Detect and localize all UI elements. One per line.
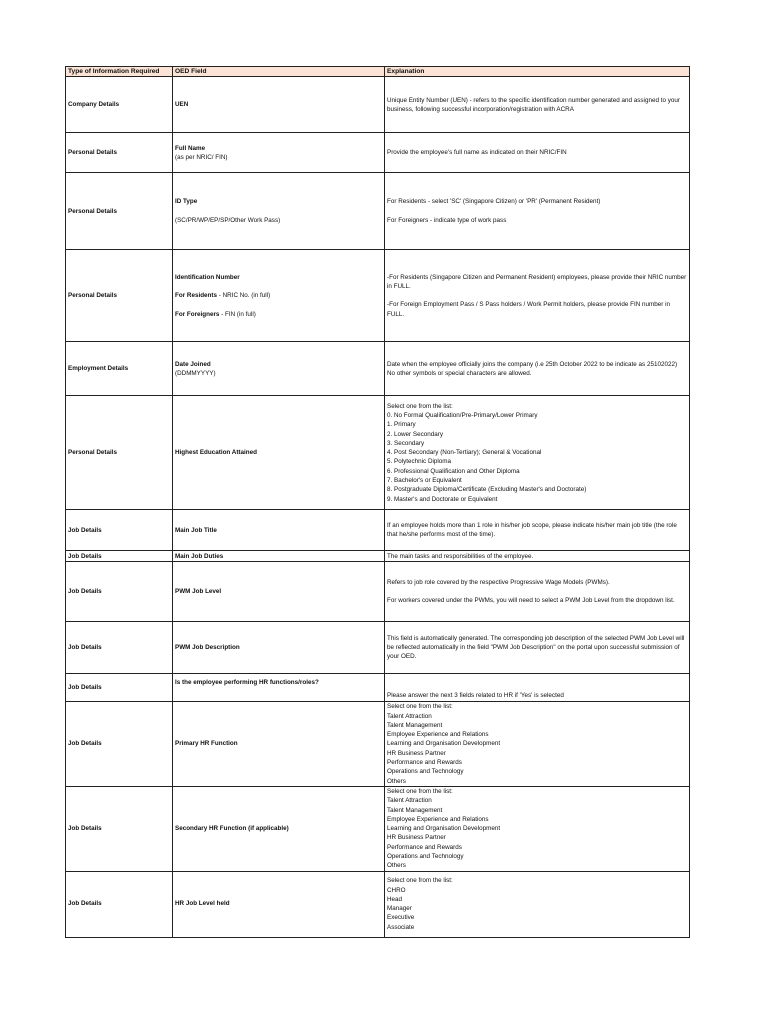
row-field: Highest Education Attained (173, 396, 385, 510)
row-explanation (385, 871, 690, 937)
list-item: Employee Experience and Relations (387, 731, 489, 739)
row-explanation: This field is automatically generated. The corresponding job description of the selected PWM Job Level will be reflected automatically in the field "PWM Job Description" on the portal upon successful submission of your OED. (385, 622, 690, 674)
explanation-paragraph: For Foreigners - indicate type of work pass (387, 216, 507, 224)
table-row (66, 622, 690, 674)
list-item: Performance and Rewards (387, 759, 462, 767)
row-type: Job Details (66, 702, 173, 787)
list-item: 0. No Formal Qualification/Pre-Primary/Lower Primary (387, 411, 538, 419)
row-field (173, 133, 385, 173)
row-explanation (385, 173, 690, 250)
explanation-paragraph: For Residents - select 'SC' (Singapore Citizen) or 'PR' (Permanent Resident) (387, 198, 601, 206)
row-type: Job Details (66, 786, 173, 871)
row-explanation: Provide the employee's full name as indicated on their NRIC/FIN (385, 133, 690, 173)
row-type: Job Details (66, 551, 173, 562)
row-explanation (385, 250, 690, 342)
oed-field-table (65, 66, 690, 938)
row-type: Personal Details (66, 133, 173, 173)
table-row (66, 250, 690, 342)
row-explanation (385, 562, 690, 622)
list-item: Executive (387, 914, 415, 922)
list-item: Learning and Organisation Development (387, 825, 501, 833)
list-item: 9. Master's and Doctorate or Equivalent (387, 495, 498, 503)
explanation-paragraph: Date when the employee officially joins the company (i.e 25th October 2022 to be indicate as 25102022) (387, 360, 678, 368)
row-type: Job Details (66, 510, 173, 551)
row-field: Secondary HR Function (if applicable) (173, 786, 385, 871)
list-item: Select one from the list: (387, 703, 453, 711)
table-row (66, 562, 690, 622)
field-note: (SC/PR/WP/EP/SP/Other Work Pass) (175, 216, 281, 224)
explanation-paragraph: Refers to job role covered by the respective Progressive Wage Models (PWMs). (387, 578, 610, 586)
row-type: Job Details (66, 674, 173, 702)
row-explanation: Please answer the next 3 fields related to HR if 'Yes' is selected (385, 674, 690, 702)
row-field: Is the employee performing HR functions/roles? (173, 674, 385, 702)
field-note: (as per NRIC/ FIN) (175, 153, 228, 161)
row-field: Main Job Title (173, 510, 385, 551)
table-row (66, 173, 690, 250)
row-explanation (385, 342, 690, 396)
explanation-paragraph: No other symbols or special characters are allowed. (387, 369, 532, 377)
list-item: Operations and Technology (387, 853, 464, 861)
field-title: Identification Number (175, 273, 240, 281)
explanation-paragraph: For workers covered under the PWMs, you will need to select a PWM Job Level from the dropdown list. (387, 597, 675, 605)
list-item: 5. Polytechnic Diploma (387, 458, 452, 466)
table-row (66, 786, 690, 871)
table-row (66, 702, 690, 787)
list-item: Manager (387, 905, 412, 913)
row-field: Main Job Duties (173, 551, 385, 562)
field-title: Full Name (175, 144, 206, 152)
field-title: Date Joined (175, 360, 211, 368)
row-field (173, 250, 385, 342)
list-item: 4. Post Secondary (Non-Tertiary); General & Vocational (387, 449, 542, 457)
row-field (173, 342, 385, 396)
list-item: HR Business Partner (387, 834, 446, 842)
explanation-paragraph: -For Residents (Singapore Citizen and Permanent Resident) employees, please provide their NRIC number in FULL. (387, 273, 687, 290)
explanation-paragraph: -For Foreign Employment Pass / S Pass holders / Work Permit holders, please provide FIN number in FULL. (387, 301, 671, 318)
list-item: Talent Attraction (387, 712, 432, 720)
row-type: Company Details (66, 77, 173, 133)
list-item: Select one from the list: (387, 402, 453, 410)
list-item: Operations and Technology (387, 768, 464, 776)
row-type: Job Details (66, 871, 173, 937)
table-row (66, 871, 690, 937)
header-type: Type of Information Required (66, 67, 173, 77)
field-foreigners-note: For Foreigners - FIN (in full) (175, 310, 256, 318)
table-row (66, 77, 690, 133)
list-item: 7. Bachelor's or Equivalent (387, 477, 462, 485)
field-residents-note: For Residents - NRIC No. (in full) (175, 292, 271, 300)
table-row (66, 342, 690, 396)
list-item: Learning and Organisation Development (387, 740, 501, 748)
row-type: Personal Details (66, 250, 173, 342)
list-item: Talent Attraction (387, 797, 432, 805)
header-oed-field: OED Field (173, 67, 385, 77)
row-explanation: If an employee holds more than 1 role in his/her job scope, please indicate his/her main job title (the role that he/she performs most of the time). (385, 510, 690, 551)
row-field: PWM Job Description (173, 622, 385, 674)
row-type: Job Details (66, 622, 173, 674)
list-item: Performance and Rewards (387, 843, 462, 851)
row-type: Employment Details (66, 342, 173, 396)
header-row (66, 67, 690, 77)
row-field: UEN (173, 77, 385, 133)
row-explanation (385, 396, 690, 510)
list-item: HR Business Partner (387, 749, 446, 757)
row-field (173, 173, 385, 250)
row-type: Job Details (66, 562, 173, 622)
list-item: 3. Secondary (387, 439, 425, 447)
row-explanation: The main tasks and responsibilities of the employee. (385, 551, 690, 562)
field-title: ID Type (175, 198, 198, 206)
header-explanation: Explanation (385, 67, 690, 77)
list-item: Others (387, 777, 406, 785)
list-item: Talent Management (387, 721, 443, 729)
field-note: (DDMMYYYY) (175, 369, 216, 377)
list-item: Others (387, 862, 406, 870)
table-row (66, 674, 690, 702)
list-item: Head (387, 895, 403, 903)
list-item: Select one from the list: (387, 877, 453, 885)
list-item: 8. Postgraduate Diploma/Certificate (Excluding Master's and Doctorate) (387, 486, 587, 494)
row-field: PWM Job Level (173, 562, 385, 622)
row-type: Personal Details (66, 173, 173, 250)
row-type: Personal Details (66, 396, 173, 510)
list-item: 1. Primary (387, 421, 416, 429)
row-explanation (385, 786, 690, 871)
list-item: Associate (387, 923, 415, 931)
row-explanation: Unique Entity Number (UEN) - refers to the specific identification number generated and assigned to your business, following successful incorporation/registration with ACRA (385, 77, 690, 133)
table-row (66, 396, 690, 510)
list-item: CHRO (387, 886, 406, 894)
list-item: Select one from the list: (387, 787, 453, 795)
list-item: 6. Professional Qualification and Other Diploma (387, 467, 520, 475)
row-explanation (385, 702, 690, 787)
list-item: 2. Lower Secondary (387, 430, 444, 438)
table-row (66, 551, 690, 562)
list-item: Talent Management (387, 806, 443, 814)
table-row (66, 510, 690, 551)
table-row (66, 133, 690, 173)
row-field: Primary HR Function (173, 702, 385, 787)
list-item: Employee Experience and Relations (387, 815, 489, 823)
row-field: HR Job Level held (173, 871, 385, 937)
